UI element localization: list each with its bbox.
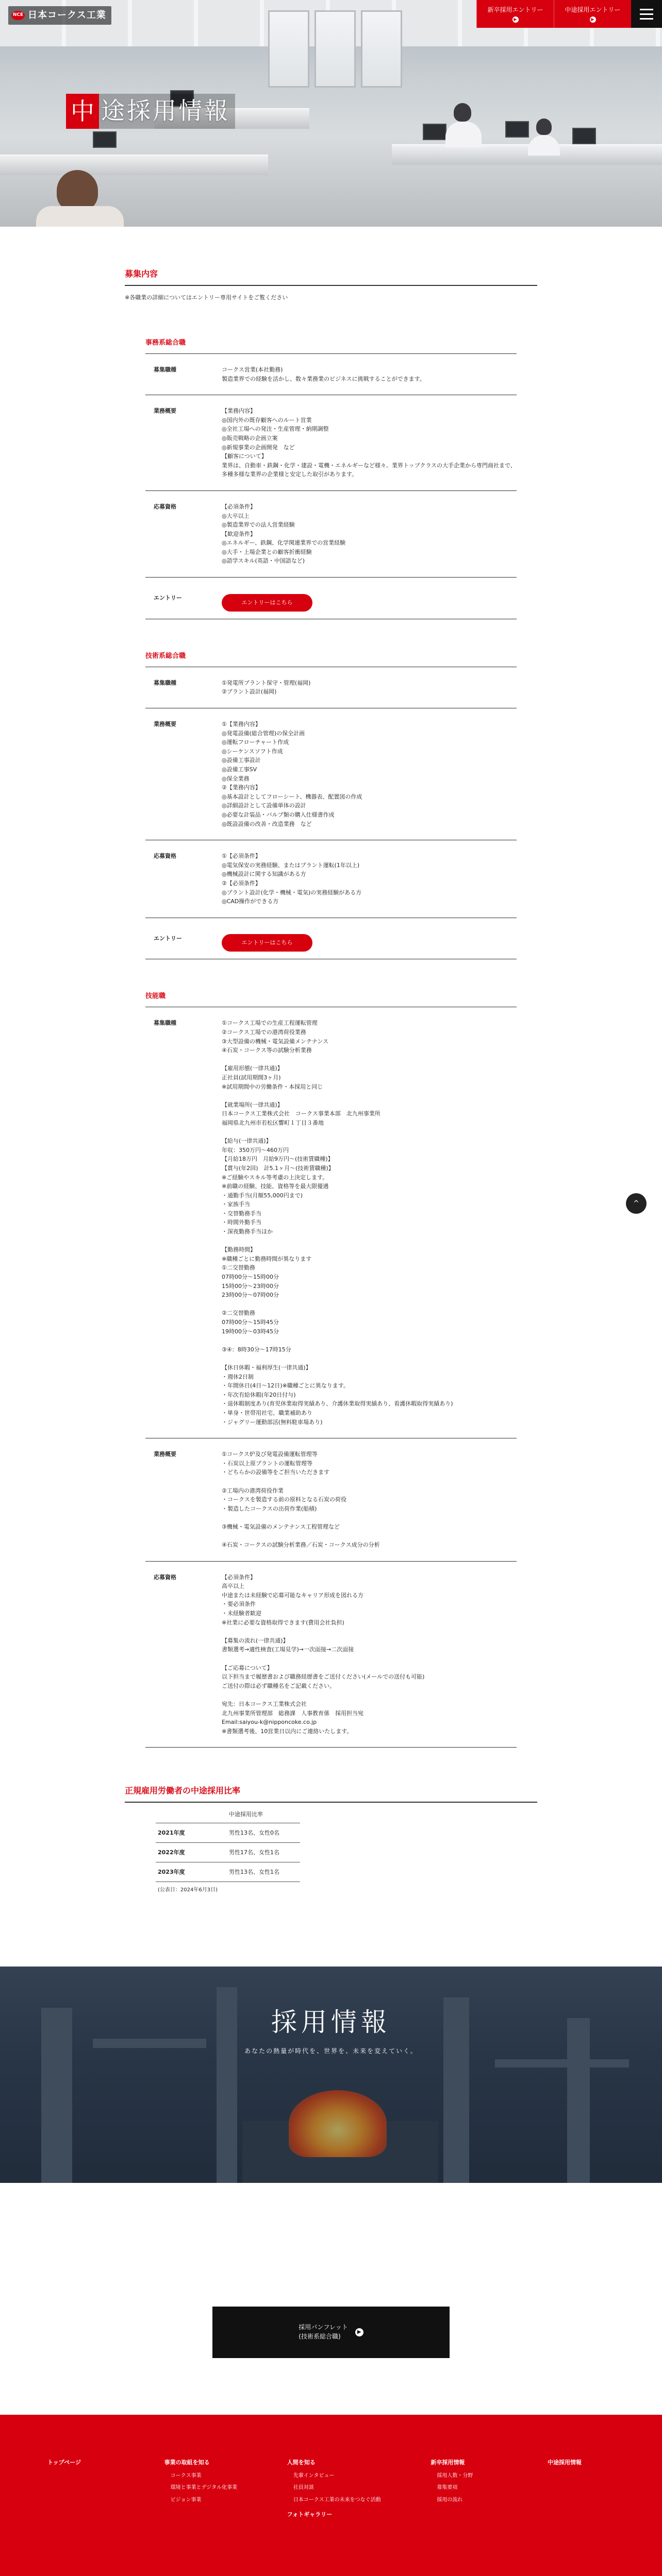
footer-link-top[interactable]: トップページ <box>47 2459 81 2466</box>
footer-link-new-grad[interactable]: 新卒採用情報 <box>431 2459 465 2466</box>
table-row <box>145 1438 517 1562</box>
table-row <box>145 491 517 578</box>
row-header: 募集職種 <box>154 1020 176 1027</box>
row-header: 応募資格 <box>154 1573 176 1581</box>
row-header: エントリー <box>154 595 182 602</box>
ratio-table <box>156 1810 300 1882</box>
recruit-banner[interactable] <box>0 1967 662 2183</box>
table-row <box>156 1862 300 1882</box>
page-title-rest: 途採用情報 <box>101 97 230 125</box>
row-content: 【業務内容】 ◎国内外の既存顧客へのルート営業 ◎全社工場への発注・生産管理・納期調整 ◎販売戦略の企画立案 ◎新規事業の企画開発 など 【顧客について】 業界は、自動車・鉄鋼・化学・建設・電機・エネルギーなど様々。業界トップクラスの大手企業から専門商社まで、多種多様な業界の企業様と安定した取引があります。 <box>222 408 516 478</box>
ratio-year: 2022年度 <box>158 1849 185 1856</box>
mid-career-entry-button[interactable] <box>554 0 631 28</box>
footer-link[interactable]: 日本コークス工業の未来をつなぐ活動 <box>293 2497 381 2503</box>
main-content <box>125 227 537 1894</box>
arrow-right-icon: ▶ <box>512 16 519 23</box>
job-title-skilled: 技能職 <box>145 992 166 1001</box>
new-grad-entry-label: 新卒採用エントリー <box>487 6 543 13</box>
table-row <box>156 1843 300 1862</box>
footer-link[interactable]: 募集要項 <box>437 2485 458 2491</box>
table-row <box>156 1823 300 1843</box>
table-row <box>145 840 517 918</box>
new-grad-entry-button[interactable] <box>476 0 554 28</box>
footer-link-mid-career[interactable]: 中途採用情報 <box>548 2459 582 2466</box>
intro-note: ※各職業の詳細についてはエントリー専用サイトをご覧ください <box>125 294 288 301</box>
hero <box>0 0 662 227</box>
site-logo[interactable] <box>8 6 111 25</box>
ratio-year: 2021年度 <box>158 1829 185 1837</box>
pamphlet-button[interactable] <box>212 2307 450 2358</box>
footer-link-business[interactable]: 事業の取組を知る <box>164 2459 210 2466</box>
ratio-year: 2023年度 <box>158 1869 185 1876</box>
arrow-right-icon: ▶ <box>355 2328 363 2336</box>
logo-mark-icon: NCE <box>11 11 25 20</box>
row-content <box>222 585 517 612</box>
table-row <box>145 918 517 960</box>
site-header <box>0 0 662 28</box>
ratio-column-header: 中途採用比率 <box>156 1810 300 1823</box>
pamphlet-label-2: (技術系総合職) <box>299 2332 341 2340</box>
job-title-engineering: 技術系総合職 <box>145 652 186 660</box>
row-content: ①コークス工場での生産工程運転管理 ②コークス工場での港湾荷役業務 ③大型設備の機械・電気設備メンテナンス ④石炭・コークス等の試験分析業務 【雇用形態(一律共通)】 正社員(試用期間3ヶ月) ※試用期間中の労働条件・本採用と同じ 【就業場所(一律共通)】 日本コークス工業株式会社 コークス事業本部 北九州事業所 福岡県北九州市若松区響町１丁目３番地 【給与(一律共通)】 年収：350万円〜460万円 【月給18万円 月給9万円〜(技術賃職種)】 【賞与(年2回) 計5.1ヶ月〜(技術賃職種)】 ※ご経験やスキル等考慮の上決定します。 ※前職の経験、技能、資格等を最大限優遇 ・通勤手当(月額55,000円まで) ・家族手当 ・交替勤務手当 ・時間外勤手当 ・深夜勤務手当ほか 【勤務時間】 ※職種ごとに勤務時間が異なります ①二交替勤務 07時00分〜15時00分 15時00分〜23時00分 23時00分〜07時00分 ②二交替勤務 07時00分〜15時45分 19時00分〜03時45分 ③④：8時30分〜17時15分 【休日休暇・福利厚生(一律共通)】 ・週休2日制 ・年間休日(4日〜12日)※職種ごとに異なります。 ・年次有給休暇(年20日付与) ・退休暇制度あり(育児休業取得実績あり、介護休業取得実績あり、看護休暇取得実績あり) ・単身・世帯用社宅、職業補助あり ・ジャグリー運動部活(無料駐車場あり) <box>222 1020 453 1426</box>
footer-link[interactable]: 社員対談 <box>293 2485 314 2491</box>
ratio-note: (公表日：2024年6月3日) <box>158 1887 218 1893</box>
row-header: 業務概要 <box>154 408 176 415</box>
footer-link-gallery[interactable]: フォトギャラリー <box>287 2511 333 2518</box>
table-row <box>145 354 517 395</box>
ratio-section-title: 正規雇用労働者の中途採用比率 <box>125 1785 537 1803</box>
row-content: ①発電所プラント保守・管理(福岡) ②プラント設計(福岡) <box>222 679 311 696</box>
row-header: 応募資格 <box>154 853 176 860</box>
entry-button[interactable]: エントリーはこちら <box>222 934 312 952</box>
footer-nav <box>0 2415 662 2576</box>
row-header: 業務概要 <box>154 721 176 727</box>
ratio-value: 男性13名、女性0名 <box>229 1829 279 1837</box>
hamburger-menu-icon[interactable] <box>631 0 662 28</box>
recruit-subtitle: あなたの熱量が時代を、世界を、未来を変えていく。 <box>244 2047 418 2055</box>
row-content: コークス営業(本社勤務) 製造業界での経験を活かし、数々業務業のビジネスに挑戦することができます。 <box>222 366 425 382</box>
row-content: ①【必須条件】 ◎電気保安の実務経験、またはプラント運転(1年以上) ◎機械設計に関する知識がある方 ②【必須条件】 ◎プラント設計(化学・機械・電気)の実務経験がある方 ◎CAD操作ができる方 <box>222 853 362 905</box>
page-top-icon[interactable]: ^ <box>626 1193 647 1214</box>
row-content: ①コークス炉及び発電設備運転管理等 ・石炭以上原プラントの運転管理等 ・どちらかの設備等をご担当いただきます ②工場内の港湾荷役作業 ・コークスを製造する前の原料となる石炭の荷役 ・製造したコークスの出荷作業(船積) ③機械・電気設備のメンテナンス工程管理など ④石炭・コークスの試験分析業務／石炭・コークス成分の分析 <box>222 1451 380 1549</box>
job-title-office: 事務系総合職 <box>145 338 186 347</box>
job-table-engineering <box>145 667 517 959</box>
footer-link[interactable]: 環境と事業とデジタル化事業 <box>170 2485 238 2491</box>
pamphlet-label-1: 採用パンフレット <box>299 2324 348 2331</box>
ratio-value: 男性13名、女性1名 <box>229 1869 279 1876</box>
table-row <box>145 667 517 708</box>
job-table-skilled <box>145 1007 517 1748</box>
arrow-right-icon: ▶ <box>590 16 596 23</box>
job-table-office <box>145 353 517 619</box>
table-row <box>145 708 517 840</box>
row-header: 応募資格 <box>154 503 176 510</box>
section-title: 募集内容 <box>125 268 537 286</box>
row-header: 募集職種 <box>154 679 176 686</box>
row-content: 【必須条件】 高卒以上 中途または未経験で応募可能なキャリア形成を図れる方 ・要必須条件 ・未経験者歓迎 ※社業に必要な資格取得できます(費用会社負担) 【募集の流れ(一律共通)】 書類選考→適性検査(工場見学)→一次面接→二次面接 【ご応募について】 以下担当まで履歴書および職務経歴書をご送付ください(メールでの送付も可能) ご送付の際は必ず職種名をご記載ください。 宛先：日本コークス工業株式会社 北九州事業所管理部 総務課 人事教育係 採用担当宛 Email:saiyou-k@nipponcoke.co.jp ※書類選考後、10営業日以内にご連絡いたします。 <box>222 1573 425 1735</box>
row-content <box>222 925 517 952</box>
row-header: エントリー <box>154 935 182 942</box>
row-header: 募集職種 <box>154 366 176 373</box>
logo-text: 日本コークス工業 <box>28 10 106 21</box>
footer-link[interactable]: 先輩インタビュー <box>293 2472 335 2479</box>
table-row <box>145 1562 517 1748</box>
recruit-title: 採用情報 <box>271 2007 391 2037</box>
pamphlet-area <box>0 2183 662 2415</box>
footer-link[interactable]: ビジョン事業 <box>170 2497 202 2503</box>
table-row <box>145 1007 517 1438</box>
page-title-first-char: 中 <box>66 94 99 129</box>
table-row <box>145 395 517 491</box>
row-header: 業務概要 <box>154 1451 176 1458</box>
footer-link[interactable]: コークス事業 <box>170 2472 202 2479</box>
entry-button[interactable]: エントリーはこちら <box>222 594 312 612</box>
ratio-value: 男性17名、女性1名 <box>229 1849 279 1856</box>
footer-link-people[interactable]: 人間を知る <box>287 2459 316 2466</box>
mid-career-entry-label: 中途採用エントリー <box>565 6 621 13</box>
row-content: ①【業務内容】 ◎発電設備(総合管理)の保全計画 ◎運転フローチャート作成 ◎シーケンスソフト作成 ◎設備工事設計 ◎設備工事SV ◎保全業務 ②【業務内容】 ◎基本設計としてフローシート、機器表、配置図の作成 ◎詳細設計として設備単体の設計 ◎必要な計装品・バルブ類の購入仕様書作成 ◎既設設備の改善・改造業務 など <box>222 721 362 827</box>
footer-link[interactable]: 採用人数・分野 <box>437 2472 473 2479</box>
footer-link[interactable]: 採用の流れ <box>437 2497 463 2503</box>
table-row <box>145 578 517 619</box>
page-title <box>66 94 235 129</box>
row-content: 【必須条件】 ◎大卒以上 ◎製造業界での法人営業経験 【歓迎条件】 ◎エネルギー、鉄鋼、化学関連業界での営業経験 ◎大手・上場企業との顧客折衝経験 ◎語学スキル(英語・中国語など) <box>222 503 346 565</box>
